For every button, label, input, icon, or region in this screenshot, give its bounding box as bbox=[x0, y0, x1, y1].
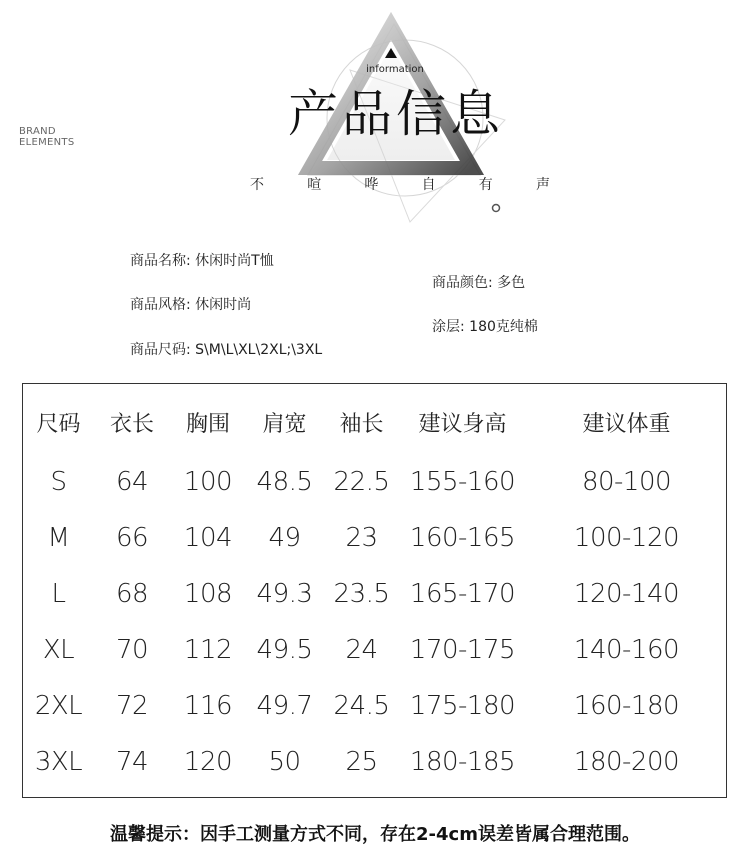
header-cell: 肩宽 bbox=[262, 411, 307, 437]
table-row bbox=[23, 454, 728, 510]
table-cell: S bbox=[50, 467, 67, 497]
header-cell: 尺码 bbox=[36, 411, 81, 437]
table-cell: 49.3 bbox=[256, 579, 313, 609]
size-table bbox=[23, 384, 728, 790]
table-cell: 108 bbox=[183, 579, 233, 609]
table-row bbox=[23, 510, 728, 566]
product-name-label: 商品名称: bbox=[130, 253, 191, 269]
table-cell: 112 bbox=[183, 635, 233, 665]
table-cell: 25 bbox=[345, 747, 378, 777]
table-cell: 3XL bbox=[34, 747, 83, 777]
table-cell: 165-170 bbox=[409, 579, 516, 609]
table-cell: 100 bbox=[183, 467, 233, 497]
table-cell: 140-160 bbox=[573, 635, 680, 665]
table-cell: 180-185 bbox=[409, 747, 516, 777]
table-cell: 170-175 bbox=[409, 635, 516, 665]
triangle-up-icon bbox=[385, 48, 397, 58]
table-cell: 104 bbox=[183, 523, 233, 553]
table-cell: 2XL bbox=[34, 691, 83, 721]
table-cell: 116 bbox=[183, 691, 233, 721]
table-cell: 180-200 bbox=[573, 747, 680, 777]
product-size-value: S\M\L\XL\2XL;\3XL bbox=[195, 342, 323, 358]
product-size-line bbox=[130, 339, 322, 359]
table-row bbox=[23, 678, 728, 734]
table-cell: 68 bbox=[115, 579, 149, 609]
small-circle-icon bbox=[493, 205, 500, 212]
table-cell: 72 bbox=[115, 691, 149, 721]
slogan bbox=[240, 174, 560, 194]
slogan-char: 有 bbox=[478, 177, 493, 193]
header-cell: 建议身高 bbox=[418, 411, 507, 437]
table-cell: 80-100 bbox=[581, 467, 672, 497]
slogan-char: 不 bbox=[250, 177, 264, 193]
table-cell: 24.5 bbox=[333, 691, 390, 721]
table-cell: 66 bbox=[115, 523, 149, 553]
table-cell: 49.5 bbox=[256, 635, 313, 665]
header-cell: 袖长 bbox=[339, 411, 384, 437]
slogan-char: 声 bbox=[535, 177, 550, 193]
header-cell: 衣长 bbox=[109, 411, 154, 437]
table-cell: 64 bbox=[115, 467, 149, 497]
table-cell: XL bbox=[42, 635, 75, 665]
table-cell: 160-180 bbox=[573, 691, 680, 721]
product-style-line bbox=[130, 294, 251, 314]
table-cell: 23.5 bbox=[333, 579, 390, 609]
table-cell: 24 bbox=[345, 635, 378, 665]
table-cell: 74 bbox=[115, 747, 149, 777]
product-color-label: 商品颜色: bbox=[432, 275, 493, 291]
size-chart bbox=[22, 383, 727, 798]
header-cell: 胸围 bbox=[185, 411, 230, 437]
brand-line-2: ELEMENTS bbox=[19, 137, 75, 148]
product-name-line bbox=[130, 250, 274, 270]
product-coating-value: 180克纯棉 bbox=[469, 319, 538, 335]
product-coating-label: 涂层: bbox=[432, 319, 465, 335]
table-cell: 49 bbox=[268, 523, 301, 553]
table-row bbox=[23, 734, 728, 790]
slogan-char: 喧 bbox=[307, 177, 322, 193]
product-style-value: 休闲时尚 bbox=[195, 297, 252, 313]
table-cell: M bbox=[47, 523, 70, 553]
table-cell: 23 bbox=[345, 523, 378, 553]
table-cell: 48.5 bbox=[256, 467, 313, 497]
product-name-value: 休闲时尚T恤 bbox=[195, 253, 274, 269]
table-cell: 100-120 bbox=[573, 523, 680, 553]
table-cell: 155-160 bbox=[409, 467, 516, 497]
slogan-char: 哗 bbox=[364, 177, 379, 193]
table-cell: 120-140 bbox=[573, 579, 680, 609]
brand-line-1: BRAND bbox=[19, 126, 56, 137]
product-size-label: 商品尺码: bbox=[130, 342, 191, 358]
table-cell: 175-180 bbox=[409, 691, 516, 721]
table-cell: 120 bbox=[183, 747, 233, 777]
table-cell: 70 bbox=[115, 635, 149, 665]
header-cell: 建议体重 bbox=[582, 411, 671, 437]
table-cell: 49.7 bbox=[256, 691, 313, 721]
brand-elements-label bbox=[19, 126, 75, 148]
table-cell: 50 bbox=[268, 747, 301, 777]
slogan-char: 自 bbox=[421, 177, 436, 193]
product-color-line bbox=[432, 272, 525, 292]
notice-text: 温馨提示：因手工测量方式不同，存在2-4cm误差皆属合理范围。 bbox=[110, 824, 640, 845]
page-title: 产品信息 bbox=[288, 85, 504, 143]
table-cell: 160-165 bbox=[409, 523, 516, 553]
table-cell: 22.5 bbox=[333, 467, 390, 497]
information-label: information bbox=[366, 64, 424, 75]
table-row bbox=[23, 622, 728, 678]
product-coating-line bbox=[432, 316, 538, 336]
product-style-label: 商品风格: bbox=[130, 297, 191, 313]
table-header-row bbox=[23, 384, 728, 454]
product-color-value: 多色 bbox=[497, 275, 526, 291]
table-row bbox=[23, 566, 728, 622]
table-cell: L bbox=[51, 579, 66, 609]
